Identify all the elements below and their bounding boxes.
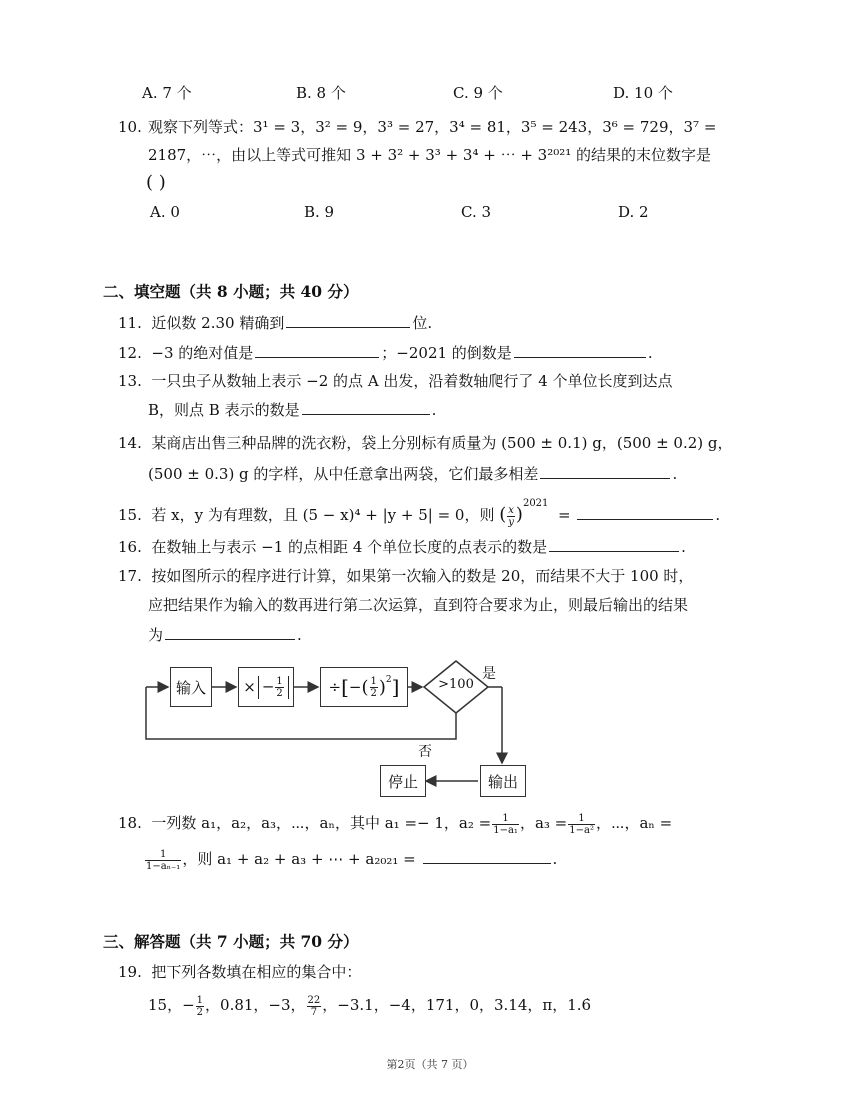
q16-number: 16. [118,538,142,556]
q9-option-d: D. 10 个 [613,84,673,102]
q17-text-1: 按如图所示的程序进行计算，如果第一次输入的数是 20，而结果不大于 100 时， [151,567,694,585]
flow-condition: >100 [438,677,474,692]
q19-nums-b: ，0.81，−3， [205,996,306,1014]
q15-frac-den: y [508,516,514,528]
q14-line2 [148,462,677,485]
q15-exponent: 2021 [522,498,549,509]
q18-frac1-num: 1 [492,813,519,825]
q13-line1 [118,370,673,392]
q19-line1 [118,961,361,983]
flow-stop-box [380,765,426,797]
flow-half-num: 1 [276,675,283,687]
q15: 15. 若 x，y 为有理数，且 (5 − x)⁴ + |y + 5| = 0，则 ( $\frac{x}{y}$ )$^{2021}$ = . [118,498,721,528]
q19-numbers [148,992,591,1018]
q12-text-b: ；−2021 的倒数是 [381,344,512,362]
page-footer: 第2页（共 7 页） [386,1058,474,1071]
q18-frac3-num: 1 [145,849,181,861]
q14-text-end: . [672,465,678,483]
q18-blank[interactable] [423,847,551,864]
q14-blank[interactable] [540,462,670,479]
q13-line2 [148,398,436,421]
q16-text: 在数轴上与表示 −1 的点相距 4 个单位长度的点表示的数是 [151,538,548,556]
q14-text-2: (500 ± 0.3) g 的字样，从中任意拿出两袋，它们最多相差 [148,465,539,483]
q17-text-3: 为 [148,626,164,644]
q19-text: 把下列各数填在相应的集合中： [151,963,362,981]
q18-text-d: ，则 a₁ + a₂ + a₃ + ⋯ + a₂₀₂₁ = [182,850,416,868]
q12-number: 12. [118,344,142,362]
flow-divide-box: ÷ [ − ( $\frac{1}{2}$ ) $^2$ ] [320,667,408,707]
q15-blank[interactable] [577,503,713,520]
q13-blank[interactable] [302,398,430,415]
q17-line1 [118,565,693,587]
q17-number: 17. [118,567,142,585]
flow-stop-label: 停止 [387,772,418,791]
q19-nums-a: 15，− [148,996,195,1014]
q18-text-c: ，⋯，aₙ = [595,814,673,832]
q13-text-1: 一只虫子从数轴上表示 −2 的点 A 出发，沿着数轴爬行了 4 个单位长度到达点 [151,372,673,390]
q18-text-b: ，a₃ = [519,814,568,832]
q18-frac2-den: 1−a² [569,824,594,836]
q14-number: 14. [118,434,142,452]
q13-text-end: . [431,401,437,419]
q9-option-c: C. 9 个 [453,84,503,102]
q11 [118,311,432,334]
flowchart [140,655,540,800]
q10-answer-bracket: ( ) [146,172,166,193]
q16 [118,535,686,558]
q14-line1 [118,432,733,454]
flow-input-label: 输入 [175,678,206,697]
flow-half-den: 2 [276,687,283,699]
q13-number: 13. [118,372,142,390]
q10-line1: 观察下列等式：3¹ = 3，3² = 9，3³ = 27，3⁴ = 81，3⁵ = 243，3⁶ = 729，3⁷ = [148,118,717,136]
flow-output-box [480,765,526,797]
q10-option-a: A. 0 [150,203,180,221]
flow-multiply-box: × − $\frac{1}{2}$ [238,667,294,707]
q15-end: . [715,506,721,524]
q15-equals: = [557,506,571,524]
q9-option-a: A. 7 个 [142,84,192,102]
q10-option-d: D. 2 [618,203,649,221]
q19-frac1-num: 1 [196,994,204,1006]
q18-end: . [552,850,558,868]
q18-text-a: 一列数 a₁，a₂，a₃，⋯，aₙ，其中 a₁ =− 1，a₂ = [151,814,492,832]
section-2-heading: 二、填空题（共 8 小题；共 40 分） [103,282,359,301]
q15-frac-num: x [508,504,514,516]
q18-line1 [118,810,672,836]
q11-text-end: 位. [412,314,433,332]
q13-text-2: B，则点 B 表示的数是 [148,401,300,419]
q15-number: 15. [118,506,142,524]
flow-output-label: 输出 [487,772,518,791]
q11-number: 11. [118,314,142,332]
q17-blank[interactable] [165,623,295,640]
flow-yes-label: 是 [482,666,496,682]
flow-half2-den: 2 [370,687,377,699]
q10-line2: 2187，⋯，由以上等式可推知 3 + 3² + 3³ + 3⁴ + ⋯ + 3²⁰²¹ 的结果的末位数字是 [148,146,712,164]
flow-times-sign: × [243,678,256,696]
q12-text-c: . [647,344,653,362]
q18-frac1-den: 1−a₁ [493,824,518,836]
q17-end: . [297,626,302,644]
q12-blank-2[interactable] [514,341,646,358]
q12-text-a: −3 的绝对值是 [151,344,254,362]
q11-blank[interactable] [286,311,410,328]
q19-frac2-den: 7 [310,1006,318,1018]
q17-line2: 应把结果作为输入的数再进行第二次运算，直到符合要求为止，则最后输出的结果 [148,596,689,614]
q9-option-b: B. 8 个 [296,84,346,102]
flow-divide-sign: ÷ [328,678,342,696]
q18-frac2-num: 1 [568,813,595,825]
q11-text: 近似数 2.30 精确到 [151,314,285,332]
flow-input-box [170,667,212,707]
flow-no-label: 否 [418,744,432,760]
q16-end: . [681,538,686,556]
q17-line3 [148,623,302,646]
section-3-heading: 三、解答题（共 7 小题；共 70 分） [103,932,359,951]
q12 [118,341,653,364]
q16-blank[interactable] [549,535,679,552]
q19-number: 19. [118,963,142,981]
q10-number: 10. [118,118,142,136]
q14-text-1: 某商店出售三种品牌的洗衣粉，袋上分别标有质量为 (500 ± 0.1) g，(500 ± 0.2) g， [151,434,733,452]
q10-option-c: C. 3 [461,203,492,221]
q18-frac3-den: 1−aₙ₋₁ [146,860,181,872]
q19-frac2-num: 22 [307,994,321,1006]
q19-frac1-den: 2 [196,1006,204,1018]
flow-half2-num: 1 [370,675,377,687]
q19-nums-c: ，−3.1，−4，171，0，3.14，π，1.6̇ [322,996,592,1014]
q12-blank-1[interactable] [255,341,379,358]
q15-text: 若 x，y 为有理数，且 (5 − x)⁴ + |y + 5| = 0，则 [151,506,495,524]
q18-line2 [144,846,557,872]
q18-number: 18. [118,814,142,832]
q10-option-b: B. 9 [304,203,335,221]
